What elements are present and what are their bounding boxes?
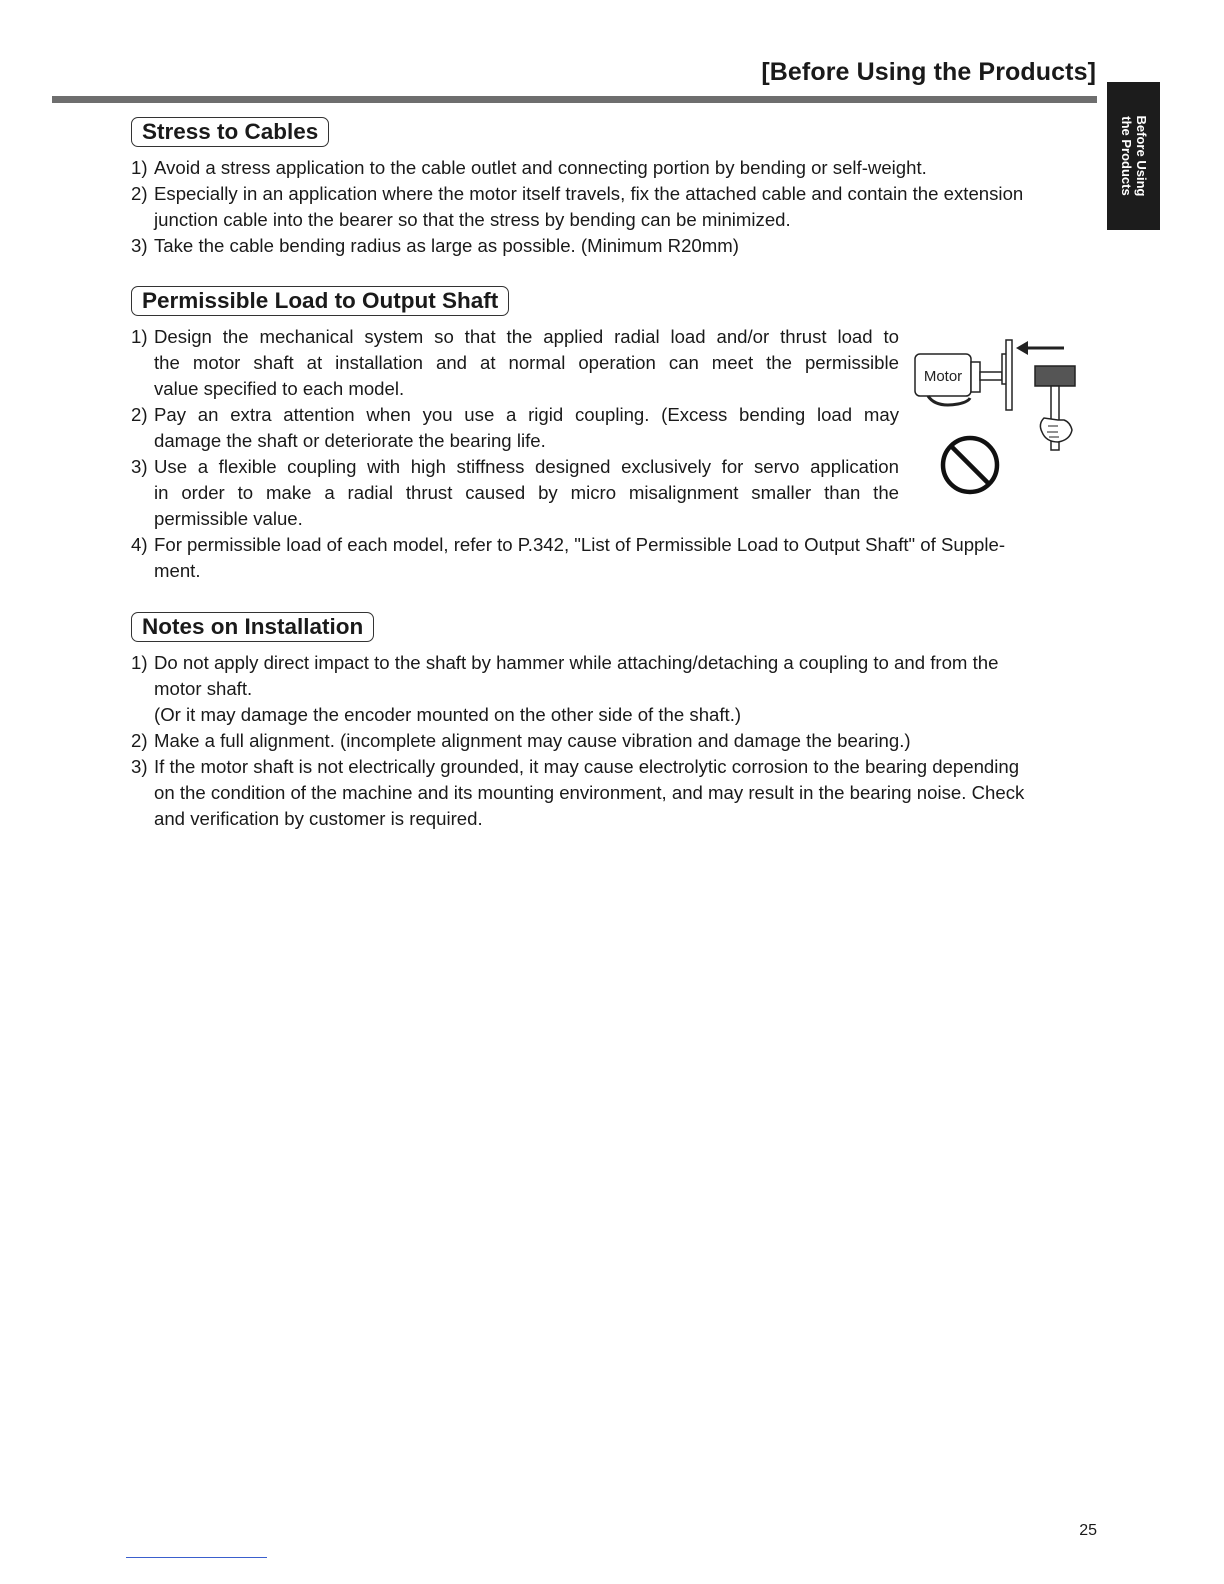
item-number: 1) bbox=[131, 157, 148, 178]
item-text-line: value specified to each model. bbox=[154, 378, 405, 399]
list-item bbox=[131, 402, 899, 454]
item-number: 2) bbox=[131, 730, 148, 751]
list-item bbox=[131, 650, 1097, 728]
installation-notes-list bbox=[131, 650, 1097, 832]
item-text-line: Design the mechanical system so that the applied radial load and/or thrust load to bbox=[154, 326, 899, 347]
section-title-notes-on-installation: Notes on Installation bbox=[131, 612, 374, 642]
side-tab-line: the Products bbox=[1118, 116, 1134, 196]
list-item bbox=[131, 728, 1097, 754]
item-text-line: Avoid a stress application to the cable outlet and connecting portion by bending or self-weight. bbox=[154, 157, 927, 178]
item-number: 1) bbox=[131, 652, 148, 673]
item-text-line: permissible value. bbox=[154, 508, 303, 529]
item-text-line: the motor shaft at installation and at normal operation can meet the permissible bbox=[154, 352, 899, 373]
item-text-line: Take the cable bending radius as large as possible. (Minimum R20mm) bbox=[154, 235, 739, 256]
list-item bbox=[131, 454, 899, 532]
item-number: 1) bbox=[131, 326, 148, 347]
list-item bbox=[131, 233, 1097, 259]
list-item bbox=[131, 181, 1097, 233]
list-item bbox=[131, 155, 1097, 181]
item-number: 4) bbox=[131, 534, 148, 555]
item-number: 2) bbox=[131, 183, 148, 204]
item-text-line: on the condition of the machine and its mounting environment, and may result in the bearing noise. Check bbox=[154, 782, 1025, 803]
stress-to-cables-list bbox=[131, 155, 1097, 259]
item-text-line: If the motor shaft is not electrically grounded, it may cause electrolytic corrosion to the bearing depending bbox=[154, 756, 1020, 777]
item-number: 3) bbox=[131, 235, 148, 256]
list-item bbox=[131, 754, 1097, 832]
item-text-line: Pay an extra attention when you use a rigid coupling. (Excess bending load may bbox=[154, 404, 899, 425]
item-text-line: ment. bbox=[154, 560, 201, 581]
footer-line bbox=[126, 1557, 267, 1558]
item-text-line: and verification by customer is required. bbox=[154, 808, 483, 829]
motor-hammer-figure bbox=[908, 332, 1088, 497]
item-text-line: motor shaft. bbox=[154, 678, 253, 699]
item-number: 3) bbox=[131, 456, 148, 477]
list-item bbox=[131, 532, 1097, 584]
section-title-stress-to-cables: Stress to Cables bbox=[131, 117, 329, 147]
list-item bbox=[131, 324, 899, 402]
side-tab-line: Before Using bbox=[1133, 115, 1149, 197]
item-text-line: (Or it may damage the encoder mounted on the other side of the shaft.) bbox=[154, 704, 742, 725]
item-text-line: damage the shaft or deteriorate the bearing life. bbox=[154, 430, 546, 451]
section-title-permissible-load: Permissible Load to Output Shaft bbox=[131, 286, 509, 316]
page-number: 25 bbox=[1079, 1522, 1097, 1539]
item-text-line: Do not apply direct impact to the shaft by hammer while attaching/detaching a coupling to and from the bbox=[154, 652, 999, 673]
page-header-title: [Before Using the Products] bbox=[761, 58, 1096, 86]
item-text-line: Use a flexible coupling with high stiffness designed exclusively for servo application bbox=[154, 456, 899, 477]
side-tab-text bbox=[1119, 116, 1149, 197]
side-tab bbox=[1107, 82, 1160, 230]
item-number: 2) bbox=[131, 404, 148, 425]
motor-label: Motor bbox=[923, 368, 963, 385]
item-text-line: in order to make a radial thrust caused by micro misalignment smaller than the bbox=[154, 482, 899, 503]
item-text-line: junction cable into the bearer so that the stress by bending can be minimized. bbox=[154, 209, 791, 230]
item-text-line: For permissible load of each model, refer to P.342, "List of Permissible Load to Output Shaft" of Supple- bbox=[154, 534, 1006, 555]
item-text-line: Make a full alignment. (incomplete alignment may cause vibration and damage the bearing.) bbox=[154, 730, 911, 751]
item-number: 3) bbox=[131, 756, 148, 777]
header-rule bbox=[52, 96, 1097, 103]
item-text-line: Especially in an application where the motor itself travels, fix the attached cable and contain the extension bbox=[154, 183, 1024, 204]
